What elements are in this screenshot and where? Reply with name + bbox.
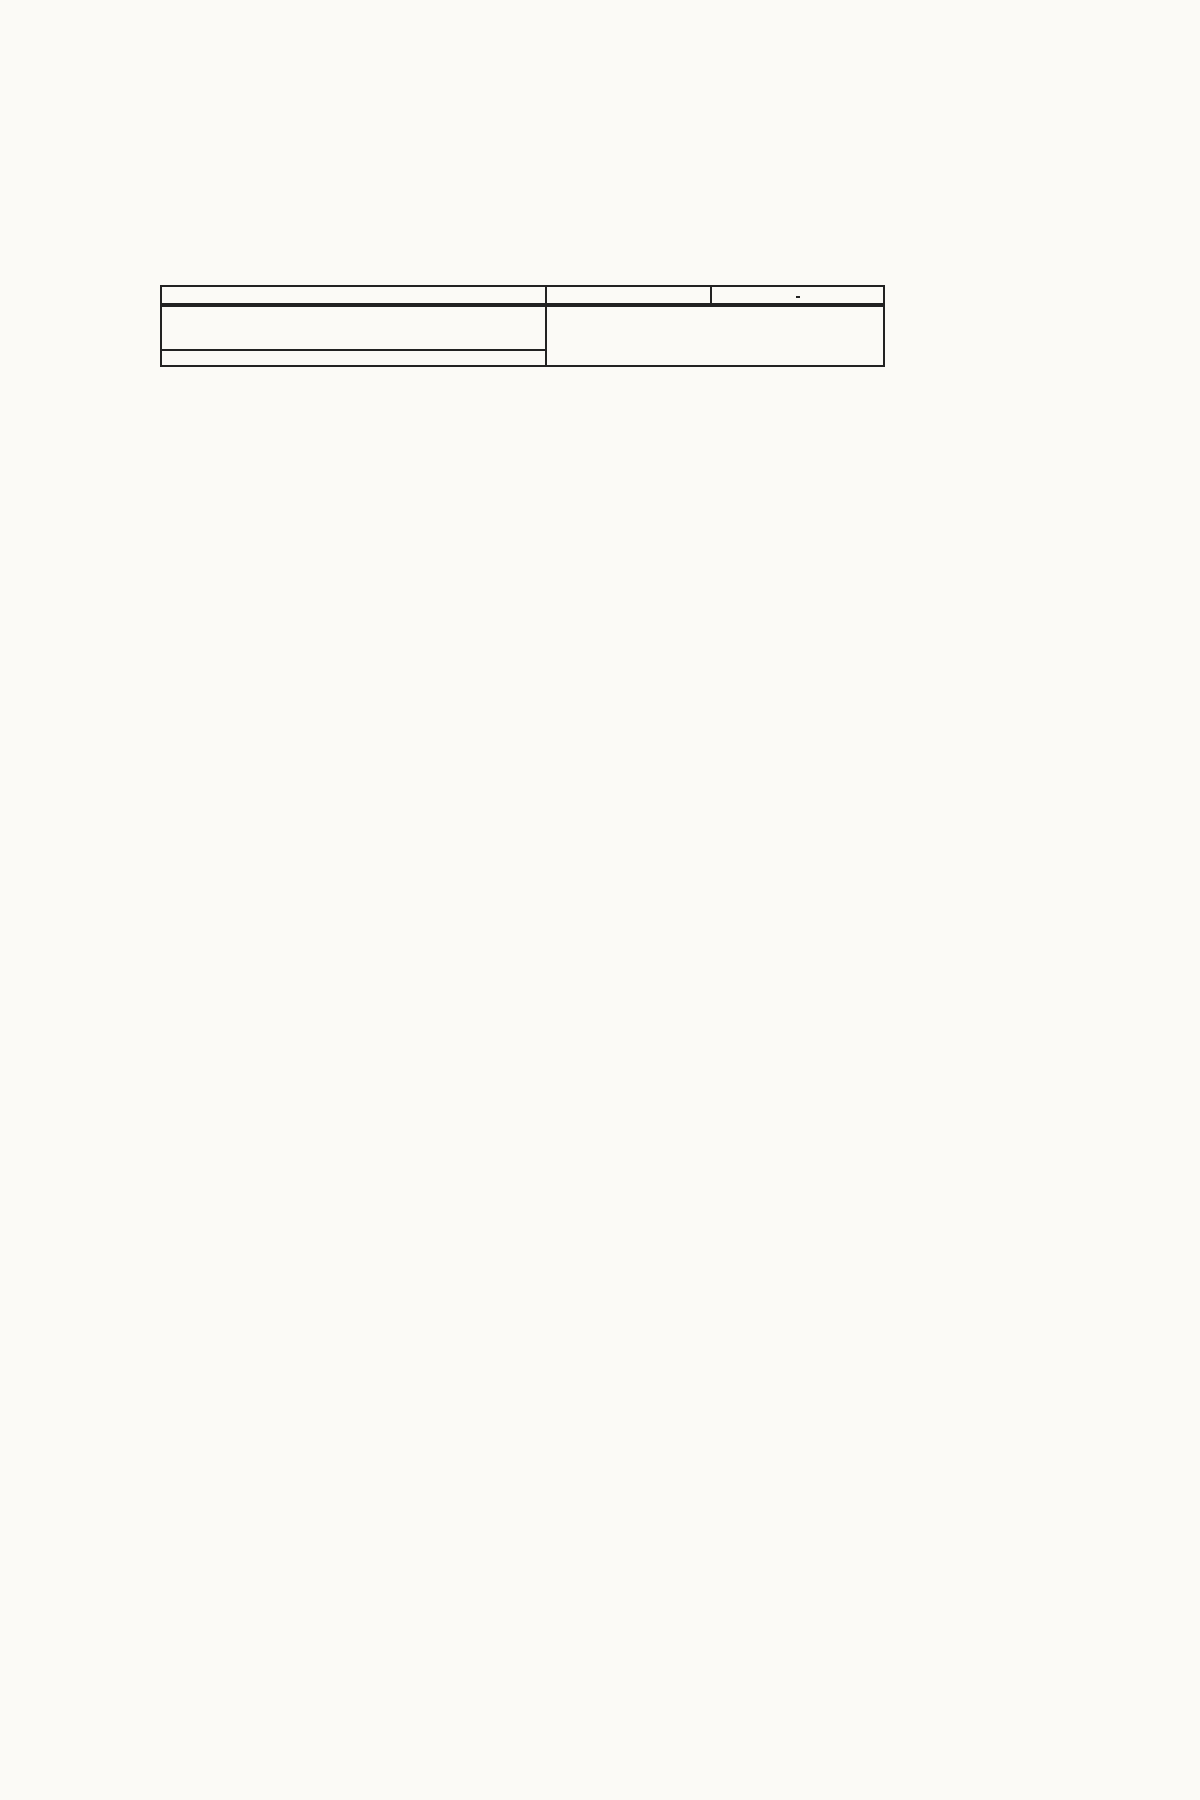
table-header-row: [162, 287, 883, 305]
header-before-column: [545, 287, 710, 303]
header-during-column: [710, 287, 883, 303]
chapter-footer: [0, 1380, 878, 1406]
header-during-line2: [796, 295, 800, 298]
second-header-period: [545, 307, 883, 351]
header-countries-column: [162, 287, 545, 303]
developing-regions-section: [162, 351, 883, 365]
population-growth-table: [160, 285, 885, 367]
second-header-label-cell: [162, 307, 545, 351]
second-header-row: [162, 305, 883, 351]
